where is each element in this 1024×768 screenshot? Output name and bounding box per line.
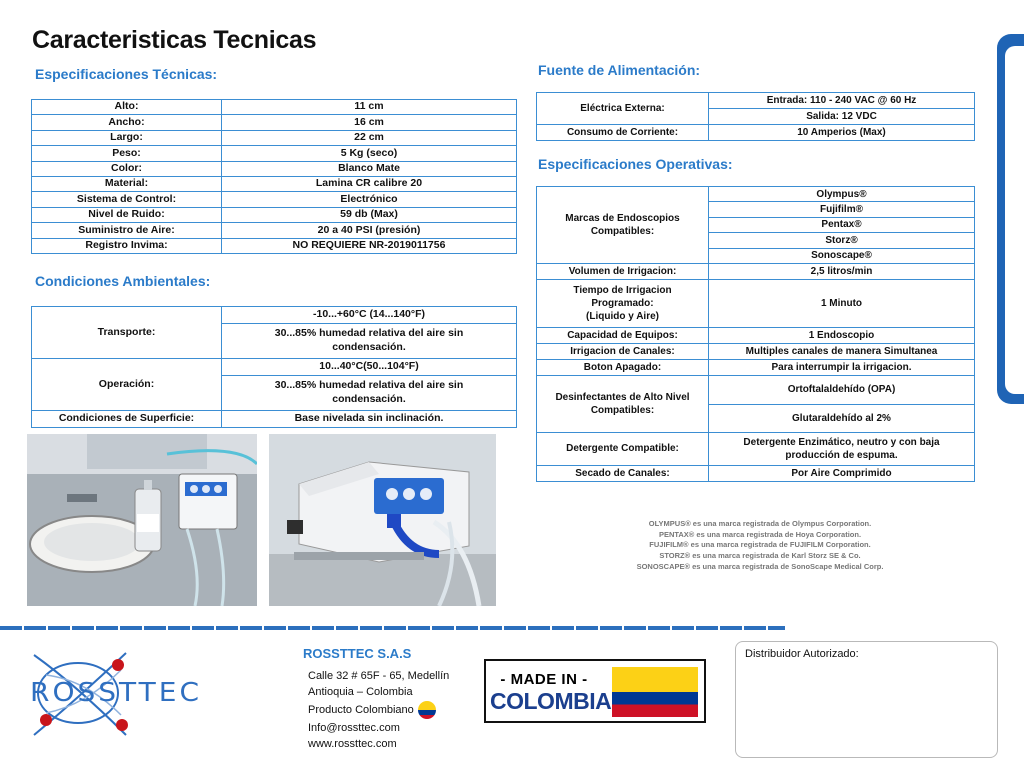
colombia-flag-icon	[417, 700, 437, 720]
transport-humidity: 30...85% humedad relativa del aire sin condensación.	[222, 324, 517, 359]
spec-value: NO REQUIERE NR-2019011756	[222, 238, 517, 253]
table-row	[32, 411, 517, 428]
email-link[interactable]: Info@rossttec.com	[308, 722, 400, 734]
table-row	[537, 343, 975, 359]
volume-value: 2,5 litros/min	[709, 263, 975, 279]
colombia-flag-icon	[612, 667, 698, 717]
table-row	[32, 192, 517, 207]
company-name: ROSSTTEC S.A.S	[303, 646, 412, 661]
table-row	[32, 307, 517, 324]
spec-value: 20 a 40 PSI (presión)	[222, 223, 517, 238]
capacity-value: 1 Endoscopio	[709, 327, 975, 343]
spec-label: Nivel de Ruido:	[32, 207, 222, 222]
table-row	[32, 359, 517, 376]
drying-value: Por Aire Comprimido	[709, 465, 975, 481]
table-row	[537, 327, 975, 343]
brand-sonoscape: Sonoscape®	[709, 248, 975, 263]
consumption-value: 10 Amperios (Max)	[709, 125, 975, 141]
time-value: 1 Minuto	[709, 279, 975, 327]
address-line: Calle 32 # 65F - 65, Medellín	[308, 670, 450, 682]
spec-value: Blanco Mate	[222, 161, 517, 176]
operational-table	[536, 186, 975, 482]
capacity-label: Capacidad de Equipos:	[537, 327, 709, 343]
detergent-label: Detergente Compatible:	[537, 432, 709, 465]
time-label-line: (Liquido y Aire)	[586, 310, 659, 322]
table-row	[537, 465, 975, 481]
product-photo-sink	[27, 434, 257, 606]
power-heading: Fuente de Alimentación:	[538, 62, 701, 78]
table-row	[537, 359, 975, 375]
logo-text: ROSSTTEC	[30, 677, 202, 708]
power-output: Salida: 12 VDC	[709, 109, 975, 125]
volume-label: Volumen de Irrigacion:	[537, 263, 709, 279]
spec-label: Sistema de Control:	[32, 192, 222, 207]
table-row	[32, 100, 517, 115]
table-row	[32, 207, 517, 222]
table-row	[32, 115, 517, 130]
operation-label: Operación:	[32, 359, 222, 411]
sink-photo-illustration	[27, 434, 257, 606]
power-input: Entrada: 110 - 240 VAC @ 60 Hz	[709, 93, 975, 109]
company-logo	[26, 645, 288, 745]
company-info	[308, 668, 449, 752]
off-label: Boton Apagado:	[537, 359, 709, 375]
distributor-box	[735, 641, 998, 758]
detergent-value: Detergente Enzimático, neutro y con baja producción de espuma.	[709, 432, 975, 465]
trademark-line: OLYMPUS® es una marca registrada de Olympus Corporation.	[648, 519, 872, 528]
time-label-line: Tiempo de Irrigacion	[573, 284, 672, 296]
page-title: Caracteristicas Tecnicas	[32, 26, 317, 54]
trademark-notes	[600, 519, 920, 572]
table-row	[32, 146, 517, 161]
disinfectant-opa: Ortoftalaldehído (OPA)	[709, 375, 975, 404]
spec-label: Largo:	[32, 130, 222, 145]
spec-value: 22 cm	[222, 130, 517, 145]
transport-label: Transporte:	[32, 307, 222, 359]
device-photo-illustration	[269, 434, 496, 606]
external-label: Eléctrica Externa:	[537, 93, 709, 125]
drying-label: Secado de Canales:	[537, 465, 709, 481]
table-row	[537, 375, 975, 404]
table-row	[32, 238, 517, 253]
trademark-line: STORZ® es una marca registrada de Karl Storz SE & Co.	[659, 550, 861, 560]
specs-heading: Especificaciones Técnicas:	[35, 66, 218, 82]
side-tab-inner	[1005, 46, 1024, 394]
surface-value: Base nivelada sin inclinación.	[222, 411, 517, 428]
table-row	[32, 223, 517, 238]
spec-label: Ancho:	[32, 115, 222, 130]
channels-label: Irrigacion de Canales:	[537, 343, 709, 359]
time-label	[537, 279, 709, 327]
spec-value: Electrónico	[222, 192, 517, 207]
spec-label: Registro Invima:	[32, 238, 222, 253]
ambient-heading: Condiciones Ambientales:	[35, 273, 211, 289]
spec-value: Lamina CR calibre 20	[222, 176, 517, 191]
address-line: Antioquia – Colombia	[308, 686, 413, 698]
table-row	[537, 279, 975, 327]
spec-label: Peso:	[32, 146, 222, 161]
table-row	[537, 187, 975, 202]
spec-label: Color:	[32, 161, 222, 176]
off-value: Para interrumpir la irrigacion.	[709, 359, 975, 375]
distributor-label: Distribuidor Autorizado:	[745, 648, 859, 660]
time-label-line: Programado:	[591, 297, 654, 309]
operational-heading: Especificaciones Operativas:	[538, 156, 733, 172]
table-row	[537, 263, 975, 279]
spec-label: Material:	[32, 176, 222, 191]
table-row	[537, 432, 975, 465]
product-photo-device	[269, 434, 496, 606]
table-row	[32, 161, 517, 176]
brands-label: Marcas de Endoscopios Compatibles:	[537, 187, 709, 264]
power-table	[536, 92, 975, 141]
channels-value: Multiples canales de manera Simultanea	[709, 343, 975, 359]
ambient-table	[31, 306, 517, 428]
brand-fujifilm: Fujifilm®	[709, 202, 975, 217]
website-link[interactable]: www.rossttec.com	[308, 738, 397, 750]
made-in-text: - MADE IN -	[500, 671, 588, 688]
table-row	[32, 176, 517, 191]
brand-olympus: Olympus®	[709, 187, 975, 202]
disinfectant-glutaraldehyde: Glutaraldehído al 2%	[709, 404, 975, 432]
specs-table	[31, 99, 517, 254]
spec-value: 5 Kg (seco)	[222, 146, 517, 161]
product-line	[308, 700, 449, 720]
surface-label: Condiciones de Superficie:	[32, 411, 222, 428]
table-row	[537, 93, 975, 109]
footer-divider	[0, 626, 785, 630]
colombia-text: COLOMBIA	[490, 688, 612, 714]
operation-humidity: 30...85% humedad relativa del aire sin condensación.	[222, 376, 517, 411]
spec-label: Suministro de Aire:	[32, 223, 222, 238]
trademark-line: PENTAX® es una marca registrada de Hoya Corporation.	[658, 529, 862, 539]
operation-temp: 10...40°C(50...104°F)	[222, 359, 517, 376]
spec-label: Alto:	[32, 100, 222, 115]
consumption-label: Consumo de Corriente:	[537, 125, 709, 141]
product-label: Producto Colombiano	[308, 704, 414, 716]
transport-temp: -10...+60°C (14...140°F)	[222, 307, 517, 324]
brand-storz: Storz®	[709, 233, 975, 248]
trademark-line: SONOSCAPE® es una marca registrada de SonoScape Medical Corp.	[636, 561, 884, 571]
disinfectant-label: Desinfectantes de Alto Nivel Compatibles:	[537, 375, 709, 432]
spec-value: 59 db (Max)	[222, 207, 517, 222]
brand-pentax: Pentax®	[709, 217, 975, 232]
made-in-colombia-badge	[484, 659, 706, 723]
spec-value: 11 cm	[222, 100, 517, 115]
trademark-line: FUJIFILM® es una marca registrada de FUJIFILM Corporation.	[649, 540, 871, 550]
table-row	[537, 125, 975, 141]
table-row	[32, 130, 517, 145]
spec-value: 16 cm	[222, 115, 517, 130]
